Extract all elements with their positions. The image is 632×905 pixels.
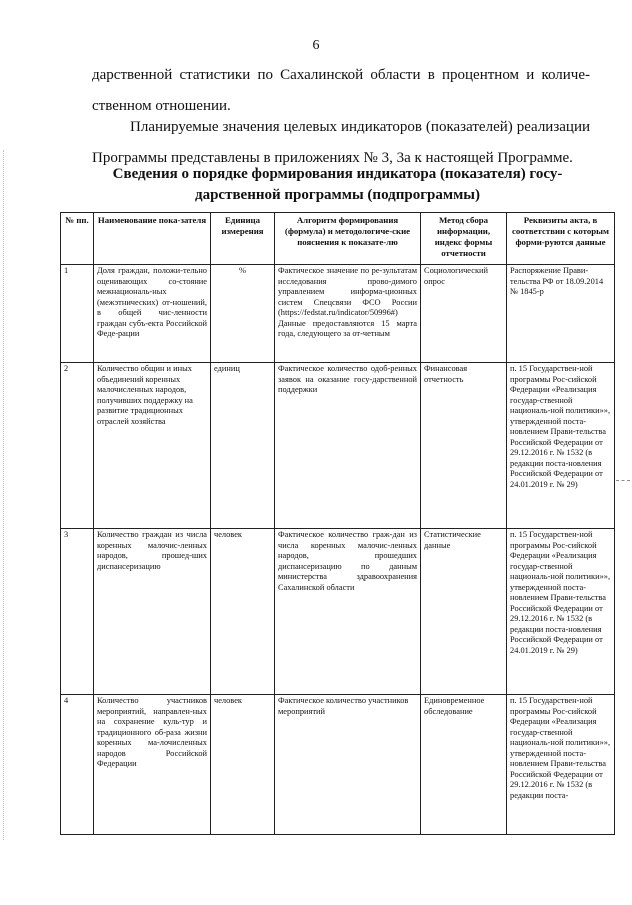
cell-unit: единиц bbox=[211, 363, 275, 529]
cell-name: Количество граждан из числа коренных малочис-ленных народов, прошед-ших диспансеризацию bbox=[94, 529, 211, 695]
cell-unit: % bbox=[211, 265, 275, 363]
cell-method: Единовременное обследование bbox=[421, 695, 507, 835]
table-row bbox=[61, 265, 615, 363]
cell-num: 4 bbox=[61, 695, 94, 835]
scan-margin-mark bbox=[616, 480, 630, 482]
cell-algorithm: Фактическое количество граж-дан из числа коренных малочис-ленных народов, прошедших диспансеризацию по данным министерства здравоохранения Сахалинской области bbox=[275, 529, 421, 695]
cell-method: Социологический опрос bbox=[421, 265, 507, 363]
cell-name: Доля граждан, положи-тельно оценивающих со-стояние межнациональ-ных (межэтнических) от-ношений, в общей чис-ленности граждан субъ-екта Российской Феде-рации bbox=[94, 265, 211, 363]
indicators-table bbox=[60, 212, 615, 835]
page-number: 6 bbox=[312, 38, 320, 53]
paragraph-line: Программы представлены в приложениях № 3, 3а к настоящей Программе. bbox=[92, 150, 573, 166]
cell-num: 3 bbox=[61, 529, 94, 695]
table-row bbox=[61, 695, 615, 835]
header-requisites: Реквизиты акта, в соответствии с которым форми-руются данные bbox=[507, 213, 615, 265]
paragraph-line: дарственной статистики по Сахалинской области в процентном и количе- bbox=[92, 67, 590, 83]
cell-num: 1 bbox=[61, 265, 94, 363]
header-algorithm: Алгоритм формирования (формула) и методологиче-ские пояснения к показате-лю bbox=[275, 213, 421, 265]
cell-num: 2 bbox=[61, 363, 94, 529]
paragraph-line: ственном отношении. bbox=[92, 98, 231, 114]
header-num: № пп. bbox=[61, 213, 94, 265]
cell-algorithm: Фактическое количество одоб-ренных заявок на оказание госу-дарственной поддержки bbox=[275, 363, 421, 529]
cell-algorithm: Фактическое количество участников мероприятий bbox=[275, 695, 421, 835]
cell-name: Количество общин и иных объединений коренных малочисленных народов, получивших поддержку на развитие традиционных отраслей хозяйства bbox=[94, 363, 211, 529]
cell-requisites: п. 15 Государствен-ной программы Рос-сийской Федерации «Реализация государ-ственной националь-ной политики»», утвержденной поста-новлением Прави-тельства Российской Федерации от 29.12.2016 г. № 1532 (в редакции поста-новления Российской Федерации от 24.01.2019 г. № 29) bbox=[507, 363, 615, 529]
cell-unit: человек bbox=[211, 529, 275, 695]
cell-algorithm: Фактическое значение по ре-зультатам исследования прово-димого управлением информа-ционных систем Спецсвязи ФСО России (https://fedstat.ru/indicator/50996#) Данные предоставляются 15 марта года, следующего за от-четным bbox=[275, 265, 421, 363]
table-row bbox=[61, 363, 615, 529]
cell-method: Статистические данные bbox=[421, 529, 507, 695]
section-title bbox=[110, 164, 565, 206]
cell-method: Финансовая отчетность bbox=[421, 363, 507, 529]
cell-requisites: п. 15 Государствен-ной программы Рос-сийской Федерации «Реализация государ-ственной националь-ной политики»», утвержденной поста-новлением Прави-тельства Российской Федерации от 29.12.2016 г. № 1532 (в редакции поста-новления Российской Федерации от 24.01.2019 г. № 29) bbox=[507, 529, 615, 695]
paragraph-line: Планируемые значения целевых индикаторов (показателей) реализации bbox=[130, 119, 590, 135]
header-method: Метод сбора информации, индекс формы отчетности bbox=[421, 213, 507, 265]
scan-edge-mark bbox=[3, 150, 5, 840]
cell-name: Количество участников мероприятий, направлен-ных на сохранение куль-тур и традиционного об-раза жизни коренных ма-лочисленных народов Российской Федерации bbox=[94, 695, 211, 835]
title-line: дарственной программы (подпрограммы) bbox=[195, 187, 480, 203]
header-unit: Единица измерения bbox=[211, 213, 275, 265]
cell-requisites: Распоряжение Прави-тельства РФ от 18.09.2014 № 1845-р bbox=[507, 265, 615, 363]
cell-unit: человек bbox=[211, 695, 275, 835]
cell-requisites: п. 15 Государствен-ной программы Рос-сийской Федерации «Реализация государ-ственной националь-ной политики»», утвержденной поста-новлением Прави-тельства Российской Федерации от 29.12.2016 г. № 1532 (в редакции поста- bbox=[507, 695, 615, 835]
table-row bbox=[61, 529, 615, 695]
header-name: Наименование пока-зателя bbox=[94, 213, 211, 265]
table-header-row bbox=[61, 213, 615, 265]
title-line: Сведения о порядке формирования индикатора (показателя) госу- bbox=[112, 166, 563, 182]
